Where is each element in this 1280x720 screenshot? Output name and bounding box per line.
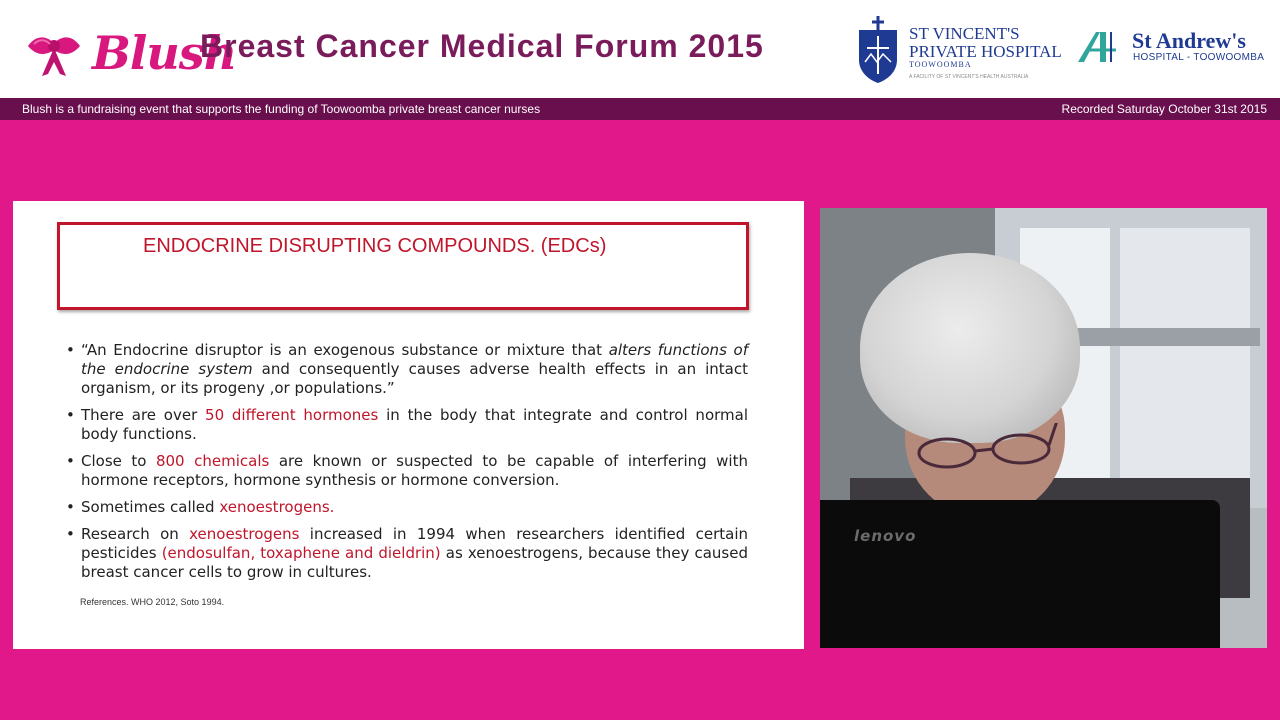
sponsor-1-line4: A FACILITY OF ST VINCENT'S HEALTH AUSTRALIA (909, 74, 1029, 80)
bullet-highlight: 800 chemicals (155, 452, 270, 470)
bullet-dot: • (66, 341, 75, 359)
bullet-emphasis: alters functions of the endocrine system (81, 341, 748, 378)
bullet-list (66, 341, 748, 590)
ribbon-icon (20, 14, 90, 80)
speaker-video (820, 208, 1267, 648)
bullet-text: and consequently causes adverse health effects in an intact organism, or its progeny ,or populations.” (81, 360, 748, 397)
bullet-text: Research on (81, 525, 190, 543)
bullet-dot: • (66, 406, 75, 424)
bullet-dot: • (66, 452, 75, 470)
header-banner (0, 0, 1280, 98)
bullet-chemicals (66, 452, 748, 490)
bullet-text: are known or suspected to be capable of interfering with hormone receptors, hormone synthesis or hormone conversion. (81, 452, 748, 489)
bullet-highlight: (endosulfan, toxaphene and dieldrin) (161, 544, 441, 562)
blush-logo-text: Blush (92, 26, 237, 80)
bullet-text: “An Endocrine disruptor is an exogenous substance or mixture that (81, 341, 609, 359)
bullet-research (66, 525, 748, 582)
slide-references: References. WHO 2012, Soto 1994. (80, 597, 225, 607)
sponsor-1-line2: PRIVATE HOSPITAL (909, 42, 1062, 61)
presentation-slide (13, 201, 804, 649)
bullet-highlight: xenoestrogens (189, 525, 300, 543)
info-strip (0, 98, 1280, 120)
bullet-definition (66, 341, 748, 398)
sponsor-1-line1: ST VINCENT'S (909, 24, 1020, 43)
forum-title: Breast Cancer Medical Forum 2015 (200, 28, 764, 64)
bullet-text: Sometimes called (81, 498, 220, 516)
bullet-highlight: 50 different hormones (205, 406, 379, 424)
sponsor-2-line2: HOSPITAL - TOOWOOMBA (1133, 52, 1265, 63)
bullet-text: as xenoestrogens, because they caused breast cancer cells to grow in cultures. (81, 544, 748, 581)
recorded-date: Recorded Saturday October 31st 2015 (1061, 102, 1267, 116)
bullet-text: Close to (81, 452, 156, 470)
sponsor-1-line3: TOOWOOMBA (909, 60, 972, 69)
glasses-icon (905, 423, 1065, 473)
blush-logo (20, 12, 237, 82)
shield-icon (855, 14, 901, 84)
bullet-dot: • (66, 525, 75, 543)
laptop (820, 500, 1220, 648)
sponsor-2-line1: St Andrew's (1132, 28, 1246, 53)
bullet-text: There are over (81, 406, 206, 424)
laptop-brand: lenovo (854, 527, 917, 545)
slide-title: ENDOCRINE DISRUPTING COMPOUNDS. (EDCs) (143, 235, 607, 257)
st-andrews-logo (1076, 28, 1272, 68)
st-andrews-mark-icon (1076, 30, 1124, 64)
bullet-hormones (66, 406, 748, 444)
fundraising-note: Blush is a fundraising event that supports the funding of Toowoomba private breast cancer nurses (22, 102, 541, 116)
bullet-highlight: xenoestrogens. (219, 498, 335, 516)
bullet-text: increased in 1994 when researchers identified certain pesticides (81, 525, 748, 562)
bullet-text: in the body that integrate and control normal body functions. (81, 406, 748, 443)
speaker-hair (860, 253, 1080, 443)
bullet-dot: • (66, 498, 75, 516)
st-vincents-logo (855, 8, 1060, 88)
bullet-xenoestrogens (66, 498, 748, 517)
